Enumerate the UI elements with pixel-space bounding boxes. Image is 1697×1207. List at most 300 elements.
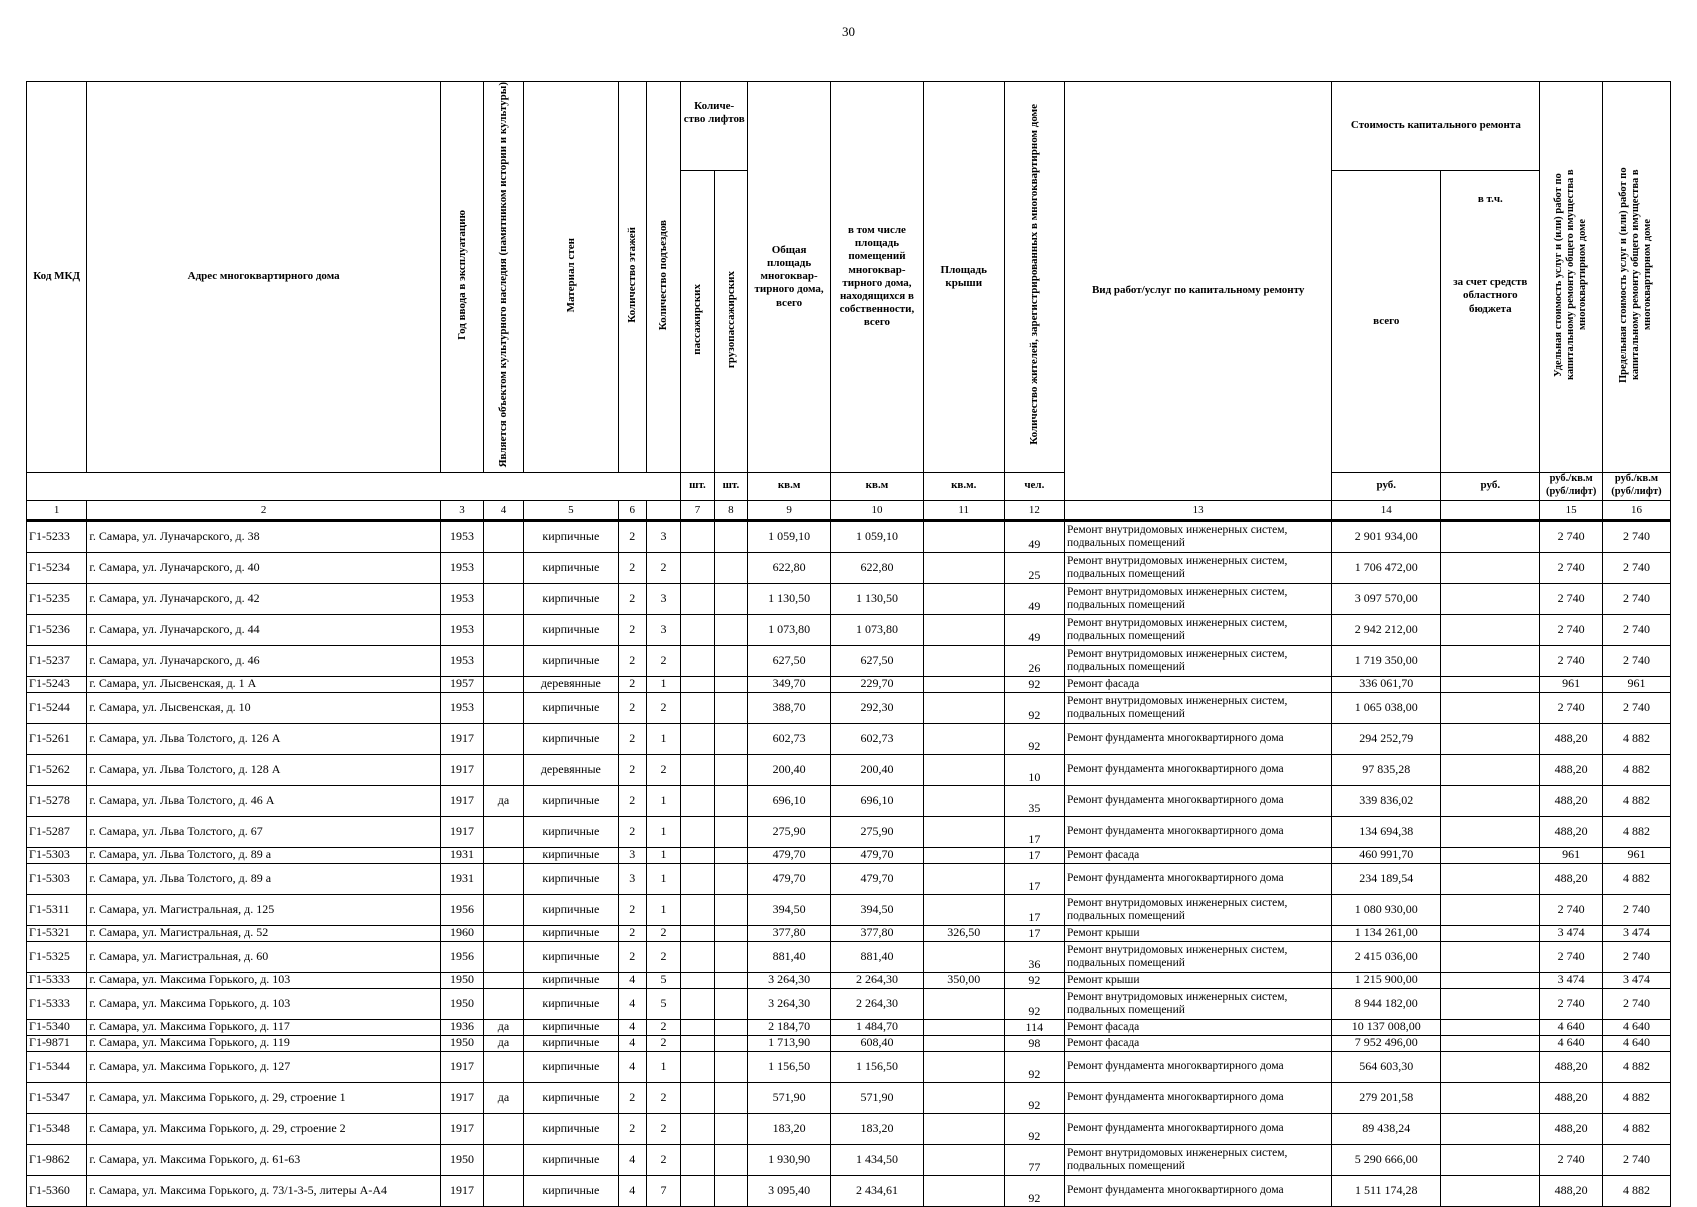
repair-register-table	[26, 81, 1671, 1207]
cell-entrances: 1	[646, 894, 680, 925]
cell-heritage	[484, 988, 524, 1019]
cell-limit-cost: 2 740	[1602, 614, 1670, 645]
cell-lifts-passenger	[681, 1019, 714, 1035]
cell-code: Г1-5303	[27, 863, 87, 894]
cell-lifts-passenger	[681, 723, 714, 754]
cell-area-owned: 622,80	[831, 552, 924, 583]
cell-cost-total: 1 065 038,00	[1332, 692, 1441, 723]
cell-limit-cost: 2 740	[1602, 988, 1670, 1019]
column-number: 8	[714, 500, 747, 520]
unit-sqm-roof: кв.м.	[923, 472, 1004, 500]
cell-floors: 2	[618, 785, 646, 816]
cell-floors: 2	[618, 816, 646, 847]
cell-area-owned: 377,80	[831, 925, 924, 941]
cell-year: 1931	[440, 863, 483, 894]
header-area-total: Общая площадь многоквар- тирного дома, всего	[748, 82, 831, 473]
cell-cost-total: 1 511 174,28	[1332, 1175, 1441, 1206]
cell-lifts-passenger	[681, 552, 714, 583]
cell-heritage: да	[484, 785, 524, 816]
units-spacer	[27, 472, 681, 500]
cell-lifts-cargo	[714, 1019, 747, 1035]
table-row	[27, 863, 1671, 894]
cell-entrances: 1	[646, 847, 680, 863]
cell-heritage	[484, 816, 524, 847]
cell-wall-material: кирпичные	[523, 1019, 618, 1035]
cell-roof-area	[923, 785, 1004, 816]
cell-area-owned: 2 264,30	[831, 988, 924, 1019]
cell-limit-cost: 4 882	[1602, 1082, 1670, 1113]
cell-cost-regional	[1441, 1051, 1540, 1082]
cell-year: 1957	[440, 676, 483, 692]
cell-cost-total: 1 706 472,00	[1332, 552, 1441, 583]
header-lifts-cargo: грузопассажирских	[714, 171, 747, 473]
cell-entrances: 3	[646, 583, 680, 614]
cell-cost-regional	[1441, 645, 1540, 676]
unit-pcs-cargo: шт.	[714, 472, 747, 500]
cell-residents: 35	[1004, 785, 1064, 816]
cell-heritage	[484, 645, 524, 676]
cell-lifts-cargo	[714, 1035, 747, 1051]
cell-year: 1950	[440, 988, 483, 1019]
cell-year: 1950	[440, 1035, 483, 1051]
cell-floors: 2	[618, 925, 646, 941]
cell-cost-total: 339 836,02	[1332, 785, 1441, 816]
cell-year: 1917	[440, 1051, 483, 1082]
cell-heritage	[484, 552, 524, 583]
cell-unit-cost: 488,20	[1540, 863, 1603, 894]
header-cost-incl	[1441, 171, 1540, 473]
cell-area-total: 377,80	[748, 925, 831, 941]
cell-unit-cost: 4 640	[1540, 1035, 1603, 1051]
cell-work-type: Ремонт внутридомовых инженерных систем, подвальных помещений	[1065, 552, 1332, 583]
cell-cost-total: 234 189,54	[1332, 863, 1441, 894]
cell-cost-total: 1 134 261,00	[1332, 925, 1441, 941]
header-limit-cost: Предельная стоимость услуг и (или) работ по капитальному ремонту общего имущества в многоквартирном доме	[1602, 82, 1670, 473]
cell-lifts-passenger	[681, 925, 714, 941]
cell-wall-material: кирпичные	[523, 894, 618, 925]
cell-code: Г1-5347	[27, 1082, 87, 1113]
cell-cost-total: 1 080 930,00	[1332, 894, 1441, 925]
cell-cost-regional	[1441, 520, 1540, 552]
cell-wall-material: кирпичные	[523, 1082, 618, 1113]
cell-limit-cost: 4 882	[1602, 816, 1670, 847]
cell-roof-area	[923, 1113, 1004, 1144]
cell-roof-area	[923, 847, 1004, 863]
cell-area-total: 1 713,90	[748, 1035, 831, 1051]
cell-heritage	[484, 863, 524, 894]
table-row	[27, 1051, 1671, 1082]
cell-roof-area	[923, 723, 1004, 754]
cell-residents: 49	[1004, 520, 1064, 552]
cell-area-total: 1 156,50	[748, 1051, 831, 1082]
cell-lifts-passenger	[681, 1113, 714, 1144]
cell-area-total: 627,50	[748, 645, 831, 676]
cell-address: г. Самара, ул. Максима Горького, д. 127	[87, 1051, 441, 1082]
cell-roof-area	[923, 754, 1004, 785]
cell-code: Г1-5311	[27, 894, 87, 925]
cell-address: г. Самара, ул. Максима Горького, д. 29, строение 1	[87, 1082, 441, 1113]
cell-year: 1917	[440, 785, 483, 816]
cell-lifts-passenger	[681, 1082, 714, 1113]
cell-area-owned: 479,70	[831, 863, 924, 894]
table-body	[27, 520, 1671, 1206]
cell-residents: 17	[1004, 847, 1064, 863]
cell-cost-total: 1 215 900,00	[1332, 972, 1441, 988]
cell-work-type: Ремонт внутридомовых инженерных систем, подвальных помещений	[1065, 583, 1332, 614]
cell-unit-cost: 488,20	[1540, 1175, 1603, 1206]
cell-lifts-passenger	[681, 520, 714, 552]
header-cost-group: Стоимость капитального ремонта	[1332, 82, 1540, 171]
table-row	[27, 988, 1671, 1019]
cell-heritage	[484, 941, 524, 972]
cell-address: г. Самара, ул. Льва Толстого, д. 89 а	[87, 863, 441, 894]
cell-code: Г1-5237	[27, 645, 87, 676]
cell-cost-regional	[1441, 754, 1540, 785]
cell-floors: 4	[618, 988, 646, 1019]
header-code: Код МКД	[27, 82, 87, 473]
column-number: 11	[923, 500, 1004, 520]
cell-year: 1953	[440, 645, 483, 676]
cell-address: г. Самара, ул. Магистральная, д. 52	[87, 925, 441, 941]
cell-code: Г1-5321	[27, 925, 87, 941]
cell-roof-area: 326,50	[923, 925, 1004, 941]
cell-heritage	[484, 754, 524, 785]
cell-lifts-cargo	[714, 1113, 747, 1144]
cell-lifts-cargo	[714, 972, 747, 988]
cell-address: г. Самара, ул. Луначарского, д. 42	[87, 583, 441, 614]
cell-year: 1950	[440, 972, 483, 988]
cell-work-type: Ремонт фасада	[1065, 1019, 1332, 1035]
cell-code: Г1-5236	[27, 614, 87, 645]
cell-lifts-passenger	[681, 816, 714, 847]
cell-residents: 114	[1004, 1019, 1064, 1035]
cell-code: Г1-5233	[27, 520, 87, 552]
cell-area-owned: 602,73	[831, 723, 924, 754]
cell-area-total: 3 264,30	[748, 972, 831, 988]
cell-cost-regional	[1441, 1144, 1540, 1175]
cell-entrances: 1	[646, 785, 680, 816]
cell-lifts-passenger	[681, 1051, 714, 1082]
cell-roof-area	[923, 863, 1004, 894]
cell-unit-cost: 2 740	[1540, 520, 1603, 552]
cell-roof-area	[923, 894, 1004, 925]
cell-wall-material: кирпичные	[523, 785, 618, 816]
cell-year: 1917	[440, 754, 483, 785]
cell-entrances: 5	[646, 988, 680, 1019]
cell-entrances: 1	[646, 863, 680, 894]
cell-code: Г1-5287	[27, 816, 87, 847]
cell-limit-cost: 4 882	[1602, 1051, 1670, 1082]
cell-wall-material: кирпичные	[523, 863, 618, 894]
cell-residents: 98	[1004, 1035, 1064, 1051]
cell-code: Г1-5333	[27, 988, 87, 1019]
cell-residents: 92	[1004, 972, 1064, 988]
cell-code: Г1-5244	[27, 692, 87, 723]
cell-code: Г1-5325	[27, 941, 87, 972]
cell-year: 1950	[440, 1144, 483, 1175]
cell-wall-material: кирпичные	[523, 941, 618, 972]
header-roof-area: Площадь крыши	[923, 82, 1004, 473]
cell-address: г. Самара, ул. Максима Горького, д. 73/1-3-5, литеры А-А4	[87, 1175, 441, 1206]
cell-heritage	[484, 847, 524, 863]
cell-code: Г1-5262	[27, 754, 87, 785]
cell-lifts-passenger	[681, 1175, 714, 1206]
cell-floors: 2	[618, 723, 646, 754]
cell-cost-total: 7 952 496,00	[1332, 1035, 1441, 1051]
cell-lifts-cargo	[714, 754, 747, 785]
cell-lifts-passenger	[681, 863, 714, 894]
cell-floors: 2	[618, 692, 646, 723]
cell-work-type: Ремонт внутридомовых инженерных систем, подвальных помещений	[1065, 988, 1332, 1019]
cell-wall-material: кирпичные	[523, 816, 618, 847]
cell-lifts-passenger	[681, 676, 714, 692]
unit-rub-sqm-limit: руб./кв.м (руб/лифт)	[1602, 472, 1670, 500]
cell-address: г. Самара, ул. Максима Горького, д. 119	[87, 1035, 441, 1051]
column-number: 10	[831, 500, 924, 520]
cell-unit-cost: 3 474	[1540, 925, 1603, 941]
cell-year: 1960	[440, 925, 483, 941]
column-number: 5	[523, 500, 618, 520]
cell-cost-total: 2 901 934,00	[1332, 520, 1441, 552]
header-cost-total: всего	[1332, 171, 1441, 473]
cell-lifts-passenger	[681, 941, 714, 972]
column-number: 14	[1332, 500, 1441, 520]
cell-limit-cost: 2 740	[1602, 692, 1670, 723]
cell-lifts-cargo	[714, 785, 747, 816]
page-number: 30	[842, 24, 855, 39]
cell-code: Г1-5344	[27, 1051, 87, 1082]
cell-wall-material: кирпичные	[523, 552, 618, 583]
header-unit-cost: Удельная стоимость услуг и (или) работ по капитальному ремонту общего имущества в многоквартирном доме	[1540, 82, 1603, 473]
cell-entrances: 1	[646, 676, 680, 692]
cell-cost-regional	[1441, 941, 1540, 972]
cell-cost-regional	[1441, 676, 1540, 692]
cell-code: Г1-5243	[27, 676, 87, 692]
cell-unit-cost: 961	[1540, 847, 1603, 863]
cell-residents: 92	[1004, 692, 1064, 723]
header-lifts-passenger: пассажирских	[681, 171, 714, 473]
cell-entrances: 2	[646, 754, 680, 785]
cell-residents: 17	[1004, 816, 1064, 847]
cell-lifts-passenger	[681, 988, 714, 1019]
cell-unit-cost: 488,20	[1540, 1082, 1603, 1113]
cell-residents: 92	[1004, 1051, 1064, 1082]
table-row	[27, 925, 1671, 941]
cell-unit-cost: 961	[1540, 676, 1603, 692]
cell-wall-material: кирпичные	[523, 614, 618, 645]
table-row	[27, 972, 1671, 988]
cell-code: Г1-5303	[27, 847, 87, 863]
cell-entrances: 5	[646, 972, 680, 988]
cell-year: 1953	[440, 583, 483, 614]
cell-work-type: Ремонт внутридомовых инженерных систем, подвальных помещений	[1065, 645, 1332, 676]
cell-year: 1936	[440, 1019, 483, 1035]
cell-entrances: 2	[646, 941, 680, 972]
cell-area-owned: 479,70	[831, 847, 924, 863]
cell-cost-regional	[1441, 925, 1540, 941]
cell-lifts-passenger	[681, 692, 714, 723]
cell-lifts-passenger	[681, 785, 714, 816]
cell-roof-area	[923, 1019, 1004, 1035]
cell-wall-material: кирпичные	[523, 988, 618, 1019]
cell-wall-material: кирпичные	[523, 692, 618, 723]
cell-residents: 26	[1004, 645, 1064, 676]
cell-unit-cost: 2 740	[1540, 894, 1603, 925]
cell-entrances: 2	[646, 925, 680, 941]
unit-rub-regional: руб.	[1441, 472, 1540, 500]
cell-area-owned: 292,30	[831, 692, 924, 723]
cell-floors: 4	[618, 1144, 646, 1175]
cell-cost-regional	[1441, 863, 1540, 894]
table-row	[27, 1113, 1671, 1144]
unit-rub-sqm-unit: руб./кв.м (руб/лифт)	[1540, 472, 1603, 500]
cell-unit-cost: 488,20	[1540, 723, 1603, 754]
table-row	[27, 552, 1671, 583]
cell-heritage	[484, 925, 524, 941]
cell-area-owned: 229,70	[831, 676, 924, 692]
cell-roof-area	[923, 988, 1004, 1019]
cell-heritage	[484, 520, 524, 552]
cell-code: Г1-5261	[27, 723, 87, 754]
table-row	[27, 1144, 1671, 1175]
cell-limit-cost: 2 740	[1602, 894, 1670, 925]
cell-roof-area	[923, 583, 1004, 614]
cell-address: г. Самара, ул. Луначарского, д. 40	[87, 552, 441, 583]
cell-limit-cost: 3 474	[1602, 972, 1670, 988]
cell-area-owned: 275,90	[831, 816, 924, 847]
cell-limit-cost: 2 740	[1602, 552, 1670, 583]
cell-lifts-cargo	[714, 676, 747, 692]
cell-cost-total: 336 061,70	[1332, 676, 1441, 692]
cell-cost-regional	[1441, 692, 1540, 723]
header-lifts: Количе- ство лифтов	[681, 82, 748, 171]
cell-residents: 92	[1004, 1113, 1064, 1144]
cell-cost-total: 279 201,58	[1332, 1082, 1441, 1113]
cell-wall-material: кирпичные	[523, 645, 618, 676]
cell-area-owned: 696,10	[831, 785, 924, 816]
cell-floors: 2	[618, 1113, 646, 1144]
column-number: 2	[87, 500, 441, 520]
cell-cost-total: 89 438,24	[1332, 1113, 1441, 1144]
cell-year: 1953	[440, 552, 483, 583]
cell-area-owned: 2 264,30	[831, 972, 924, 988]
table-row	[27, 614, 1671, 645]
cell-year: 1953	[440, 614, 483, 645]
cell-cost-regional	[1441, 988, 1540, 1019]
column-number: 9	[748, 500, 831, 520]
unit-sqm-owned: кв.м	[831, 472, 924, 500]
cell-floors: 2	[618, 941, 646, 972]
cell-limit-cost: 4 882	[1602, 723, 1670, 754]
cell-cost-regional	[1441, 1113, 1540, 1144]
cell-wall-material: кирпичные	[523, 972, 618, 988]
cell-heritage: да	[484, 1082, 524, 1113]
cell-year: 1917	[440, 723, 483, 754]
cell-cost-total: 97 835,28	[1332, 754, 1441, 785]
cell-year: 1917	[440, 816, 483, 847]
cell-roof-area	[923, 552, 1004, 583]
column-number	[646, 500, 680, 520]
cell-entrances: 2	[646, 552, 680, 583]
cell-residents: 92	[1004, 1082, 1064, 1113]
cell-code: Г1-9871	[27, 1035, 87, 1051]
cell-heritage: да	[484, 1019, 524, 1035]
cell-roof-area	[923, 1175, 1004, 1206]
cell-area-total: 696,10	[748, 785, 831, 816]
cell-unit-cost: 488,20	[1540, 816, 1603, 847]
header-area-owned: в том числе площадь помещений многоквар- тирного дома, находящихся в собственности, всего	[831, 82, 924, 473]
cell-lifts-passenger	[681, 1035, 714, 1051]
cell-address: г. Самара, ул. Максима Горького, д. 103	[87, 988, 441, 1019]
table-row	[27, 723, 1671, 754]
cell-work-type: Ремонт внутридомовых инженерных систем, подвальных помещений	[1065, 614, 1332, 645]
cell-work-type: Ремонт крыши	[1065, 925, 1332, 941]
column-number	[1441, 500, 1540, 520]
header-year: Год ввода в эксплуатацию	[440, 82, 483, 473]
table-row	[27, 894, 1671, 925]
cell-residents: 92	[1004, 676, 1064, 692]
cell-year: 1917	[440, 1175, 483, 1206]
cell-lifts-cargo	[714, 925, 747, 941]
cell-area-total: 1 059,10	[748, 520, 831, 552]
cell-area-owned: 183,20	[831, 1113, 924, 1144]
cell-roof-area	[923, 1035, 1004, 1051]
cell-roof-area	[923, 520, 1004, 552]
cell-work-type: Ремонт фасада	[1065, 676, 1332, 692]
cell-wall-material: кирпичные	[523, 925, 618, 941]
cell-floors: 2	[618, 754, 646, 785]
header-cost-regional: за счет средств областного бюджета	[1453, 276, 1528, 315]
table-row	[27, 520, 1671, 552]
cell-area-owned: 571,90	[831, 1082, 924, 1113]
header-entrances: Количество подъездов	[646, 82, 680, 473]
cell-cost-regional	[1441, 1035, 1540, 1051]
cell-entrances: 2	[646, 692, 680, 723]
cell-area-total: 3 095,40	[748, 1175, 831, 1206]
cell-residents: 49	[1004, 614, 1064, 645]
header-wall-material: Материал стен	[523, 82, 618, 473]
cell-address: г. Самара, ул. Льва Толстого, д. 46 А	[87, 785, 441, 816]
cell-floors: 2	[618, 1082, 646, 1113]
cell-area-total: 1 130,50	[748, 583, 831, 614]
cell-cost-regional	[1441, 972, 1540, 988]
cell-residents: 77	[1004, 1144, 1064, 1175]
cell-address: г. Самара, ул. Луначарского, д. 46	[87, 645, 441, 676]
cell-wall-material: кирпичные	[523, 1144, 618, 1175]
cell-area-total: 479,70	[748, 863, 831, 894]
cell-cost-total: 5 290 666,00	[1332, 1144, 1441, 1175]
column-number: 4	[484, 500, 524, 520]
cell-entrances: 7	[646, 1175, 680, 1206]
cell-year: 1956	[440, 894, 483, 925]
cell-limit-cost: 4 882	[1602, 1175, 1670, 1206]
cell-work-type: Ремонт фасада	[1065, 1035, 1332, 1051]
cell-floors: 2	[618, 520, 646, 552]
cell-residents: 92	[1004, 1175, 1064, 1206]
cell-roof-area	[923, 1051, 1004, 1082]
cell-heritage	[484, 1051, 524, 1082]
cell-area-total: 622,80	[748, 552, 831, 583]
cell-cost-regional	[1441, 1175, 1540, 1206]
table-row	[27, 692, 1671, 723]
cell-lifts-passenger	[681, 894, 714, 925]
cell-limit-cost: 4 882	[1602, 754, 1670, 785]
cell-entrances: 2	[646, 1113, 680, 1144]
cell-unit-cost: 488,20	[1540, 754, 1603, 785]
cell-cost-total: 564 603,30	[1332, 1051, 1441, 1082]
cell-address: г. Самара, ул. Луначарского, д. 38	[87, 520, 441, 552]
cell-unit-cost: 3 474	[1540, 972, 1603, 988]
